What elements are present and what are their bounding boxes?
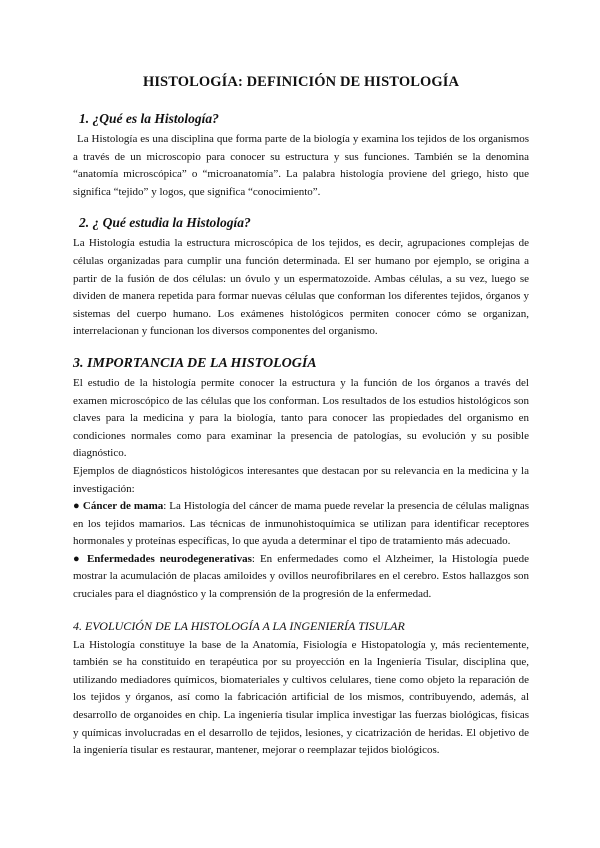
bullet-icon: ● — [73, 500, 80, 513]
bullet-item-cancer — [73, 498, 529, 551]
bullet-term: Cáncer de mama — [82, 500, 164, 513]
bullet-icon: ● — [73, 552, 82, 565]
section-3-heading: 3. IMPORTANCIA DE LA HISTOLOGÍA — [73, 355, 317, 371]
section-3-text-2: Ejemplos de diagnósticos histológicos interesantes que destacan por su relevancia en la medicina y la investigación: — [73, 464, 529, 495]
section-2-text: La Histología estudia la estructura microscópica de los tejidos, es decir, agrupaciones complejas de células organizadas para cumplir una función determinada. El ser humano por ejemplo, se origina a partir de la fusión de dos células: un óvulo y un espermatozoide. Ambas células, a su vez, luego se dividen de manera repetida para formar nuevas células que conforman los diferentes tejidos, órganos y sistemas del cuerpo humano. Los exámenes histológicos permiten conocer cómo se organizan, interrelacionan y funcionan los diversos componentes del organismo. — [73, 237, 529, 338]
bullet-text: : En enfermedades como el Alzheimer, la Histología puede mostrar la acumulación de placas amiloides y ovillos neurofibrilares en el cerebro. Estos hallazgos son cruciales para el diagnóstico y la comprensión de la progresión de la enfermedad. — [73, 552, 529, 601]
section-1-heading: 1. ¿Qué es la Histología? — [79, 111, 219, 126]
bullet-term: Enfermedades neurodegenerativas — [86, 552, 252, 565]
document-page — [73, 74, 529, 760]
section-3-text-1: El estudio de la histología permite conocer la estructura y la función de los órganos a través del examen microscópico de las células que los conforman. Los resultados de los estudios histológicos son claves para la medicina y para la biología, tanto para conocer las propiedades del organismo en condiciones normales como para examinar la presencia de patologías, su evolución y su posible diagnóstico. — [73, 376, 529, 460]
bullet-item-neuro — [73, 551, 529, 604]
section-4-text: La Histología constituye la base de la Anatomía, Fisiología e Histopatología y, más recientemente, también se ha constituido en terapéutica por su proyección en la Ingeniería Tisular, disciplina que, utilizando mediadores químicos, biomateriales y cultivos celulares, tiene como objeto la reparación de los tejidos y órganos, así como la fabricación artificial de los mismos, contribuyendo, además, al desarrollo de organoides en chip. La ingeniería tisular implica investigar las fuerzas biológicas, físicas y químicas involucradas en el desarrollo de tejidos, lesiones, y cicatrización de heridas. El objetivo de la ingeniería tisular es restaurar, mantener, mejorar o reemplazar tejidos biológicos. — [73, 638, 529, 757]
section-4-heading: 4. EVOLUCIÓN DE LA HISTOLOGÍA A LA INGENIERÍA TISULAR — [73, 618, 405, 633]
section-1-text: La Histología es una disciplina que forma parte de la biología y examina los tejidos de los organismos a través de un microscopio para conocer su estructura y sus funciones. También se la denomina “anatomía microscópica” o “microanatomía”. La palabra histología proviene del griego, histo que significa “tejido” y logos, que significa “conocimiento”. — [73, 133, 529, 198]
page-title: HISTOLOGÍA: DEFINICIÓN DE HISTOLOGÍA — [142, 74, 460, 90]
section-2-heading: 2. ¿ Qué estudia la Histología? — [79, 215, 251, 231]
bullet-text: : La Histología del cáncer de mama puede revelar la presencia de células malignas en los tejidos mamarios. Las técnicas de inmunohistoquímica se utilizan para identificar receptores hormonales y proteínas específicas, lo que ayuda a determinar el tipo de tratamiento más adecuado. — [73, 500, 530, 548]
